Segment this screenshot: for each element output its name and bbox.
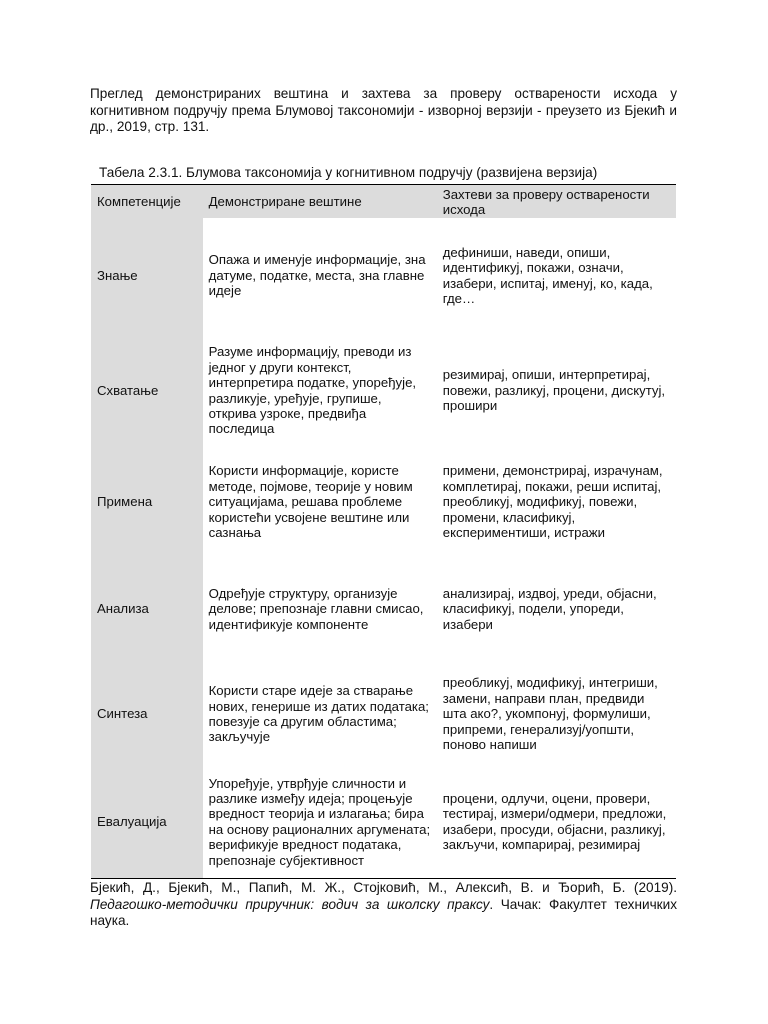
header-competences: Компетенције <box>91 185 203 219</box>
caption-prefix: Табела <box>99 165 149 180</box>
cell-skills: Користи старе идеје за стварање нових, генерише из датих података; повезује са другим областима; закључује <box>208 683 429 745</box>
bloom-taxonomy-table <box>91 184 676 879</box>
reference-publisher: . Чачак: Факултет техничких наука. <box>90 896 677 928</box>
cell-competence: Схватање <box>91 333 203 448</box>
cell-competence: Евалуација <box>91 766 203 878</box>
reference-authors: Бјекић, Д., Бјекић, М., Папић, М. Ж., Стојковић, М., Алексић, В. и Ђорић, Б. (2019). <box>90 880 677 895</box>
reference-citation <box>90 880 677 930</box>
header-requirements: Захтеви за проверу остварености исхода <box>437 185 676 219</box>
table-row <box>91 448 676 556</box>
cell-requirements: примени, демонстрирај, израчунам, комплетирај, покажи, реши испитај, преобликуј, модификуј, повежи, промени, класификуј, експериментиши, истражи <box>442 463 663 541</box>
table-row <box>91 556 676 662</box>
cell-competence: Анализа <box>91 556 203 662</box>
cell-skills: Користи информације, користе методе, појмове, теорије у новим ситуацијама, решава проблеме користећи усвојене вештине или сазнања <box>208 463 413 541</box>
caption-number: 2.3.1. <box>148 165 183 180</box>
cell-skills: Разуме информацију, преводи из једног у други контекст, интерпретира податке, упоређује, разликује, уређује, групише, открива узроке, предвиђа последица <box>208 344 417 437</box>
caption-text: Блумова таксономија у когнитивном подручју (развијена верзија) <box>182 165 598 180</box>
table-row <box>91 333 676 448</box>
intro-paragraph: Преглед демонстрираних вештина и захтева за проверу остварености исхода у когнитивном подручју према Блумовој таксономији - изворној верзији - преузето из Бјекић и др., 2019, стр. 131. <box>90 86 677 134</box>
cell-requirements: анализирај, издвој, уреди, објасни, класификуј, подели, упореди, изабери <box>442 585 657 632</box>
table-header-row <box>91 185 676 219</box>
cell-requirements: резимирај, опиши, интерпретирај, повежи, разликуј, процени, дискутуј, прошири <box>442 367 666 414</box>
table-row <box>91 218 676 333</box>
reference-title: Педагошко-методички приручник: водич за школску праксу <box>90 896 490 912</box>
cell-requirements: преобликуј, модификуј, интегриши, замени, направи план, предвиди шта ако?, укомпонуј, формулиши, припреми, генерализуј/уопшти, поново напиши <box>442 675 658 753</box>
cell-skills: Опажа и именује информације, зна датуме, податке, места, зна главне идеје <box>208 252 426 299</box>
header-skills: Демонстриране вештине <box>203 185 437 219</box>
table-row <box>91 662 676 766</box>
cell-requirements: дефиниши, наведи, опиши, идентификуј, покажи, означи, изабери, испитај, именуј, ко, када, где… <box>442 244 653 306</box>
cell-competence: Знање <box>91 218 203 333</box>
cell-competence: Синтеза <box>91 662 203 766</box>
table-caption <box>99 164 679 181</box>
cell-requirements: процени, одлучи, оцени, провери, тестирај, измери/одмери, предложи, изабери, просуди, објасни, разликуј, закључи, компарирај, резимирај <box>437 766 676 878</box>
cell-skills: Упоређује, утврђује сличности и разлике између идеја; процењује вредност теорија и излагања; бира на основу рационалних аргумената; верификује вредност података, препознаје субјективност <box>203 766 437 878</box>
cell-competence: Примена <box>91 448 203 556</box>
cell-skills: Одређује структуру, организује делове; препознаје главни смисао, идентификује компоненте <box>208 585 424 632</box>
table-row <box>91 766 676 878</box>
